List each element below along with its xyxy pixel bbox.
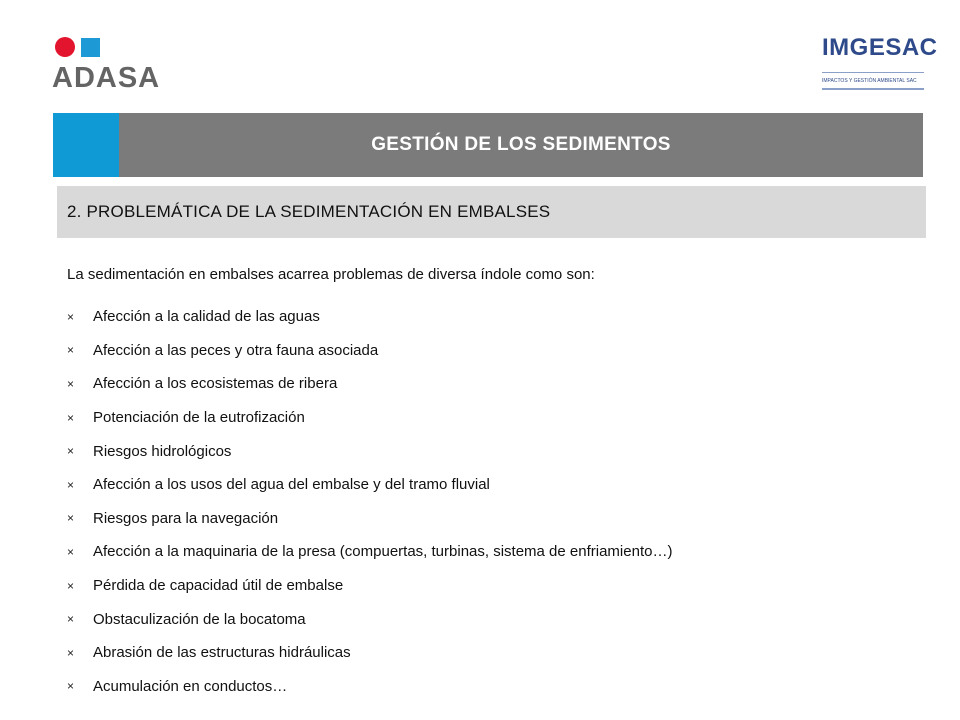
list-item: [67, 535, 937, 569]
title-banner: [53, 113, 923, 177]
slide-content: [67, 265, 937, 703]
list-item: [67, 670, 937, 704]
cross-bullet-icon: ×: [67, 309, 75, 324]
list-item: [67, 502, 937, 536]
page-title: GESTIÓN DE LOS SEDIMENTOS: [371, 134, 671, 155]
cross-bullet-icon: ×: [67, 645, 75, 660]
cross-bullet-icon: ×: [67, 612, 75, 627]
logo-underline: [822, 88, 924, 90]
list-item-text: Afección a la maquinaria de la presa (compuertas, turbinas, sistema de enfriamiento…): [93, 543, 673, 561]
list-item-text: Riesgos para la navegación: [93, 509, 279, 527]
cross-bullet-icon: ×: [67, 578, 75, 593]
list-item-text: Potenciación de la eutrofización: [93, 409, 305, 427]
section-band: [57, 186, 926, 238]
section-subtitle: 2. PROBLEMÁTICA DE LA SEDIMENTACIÓN EN EMBALSES: [67, 202, 551, 221]
list-item: [67, 636, 937, 670]
list-item-text: Riesgos hidrológicos: [93, 442, 232, 460]
logo-blue-square: [81, 38, 100, 57]
list-item-text: Afección a los usos del agua del embalse y del tramo fluvial: [93, 476, 490, 494]
list-item: [67, 468, 937, 502]
list-item-text: Abrasión de las estructuras hidráulicas: [93, 644, 351, 662]
logo-red-dot: [55, 37, 75, 57]
cross-bullet-icon: ×: [67, 544, 75, 559]
cross-bullet-icon: ×: [67, 477, 75, 492]
list-item: [67, 602, 937, 636]
logo-divider: [822, 72, 924, 73]
list-item: [67, 569, 937, 603]
list-item-text: Afección a las peces y otra fauna asociada: [93, 341, 379, 359]
problem-list: [67, 300, 937, 703]
list-item: [67, 367, 937, 401]
intro-text: La sedimentación en embalses acarrea problemas de diversa índole como son:: [67, 266, 595, 283]
cross-bullet-icon: ×: [67, 410, 75, 425]
adasa-logo: [52, 34, 172, 94]
imgesac-logo-text: IMGESAC: [822, 34, 938, 61]
cross-bullet-icon: ×: [67, 376, 75, 391]
list-item-text: Obstaculización de la bocatoma: [93, 610, 306, 628]
list-item: [67, 434, 937, 468]
list-item-text: Afección a la calidad de las aguas: [93, 308, 320, 326]
adasa-logo-text: ADASA: [52, 62, 161, 94]
cross-bullet-icon: ×: [67, 679, 75, 694]
cross-bullet-icon: ×: [67, 343, 75, 358]
imgesac-logo-tagline: IMPACTOS Y GESTIÓN AMBIENTAL SAC: [822, 78, 917, 84]
banner-accent-block: [53, 113, 119, 177]
list-item-text: Afección a los ecosistemas de ribera: [93, 375, 338, 393]
list-item: [67, 300, 937, 334]
list-item-text: Pérdida de capacidad útil de embalse: [93, 577, 344, 595]
list-item: [67, 401, 937, 435]
list-item-text: Acumulación en conductos…: [93, 677, 288, 695]
imgesac-logo: [818, 30, 938, 94]
cross-bullet-icon: ×: [67, 511, 75, 526]
cross-bullet-icon: ×: [67, 444, 75, 459]
list-item: [67, 334, 937, 368]
